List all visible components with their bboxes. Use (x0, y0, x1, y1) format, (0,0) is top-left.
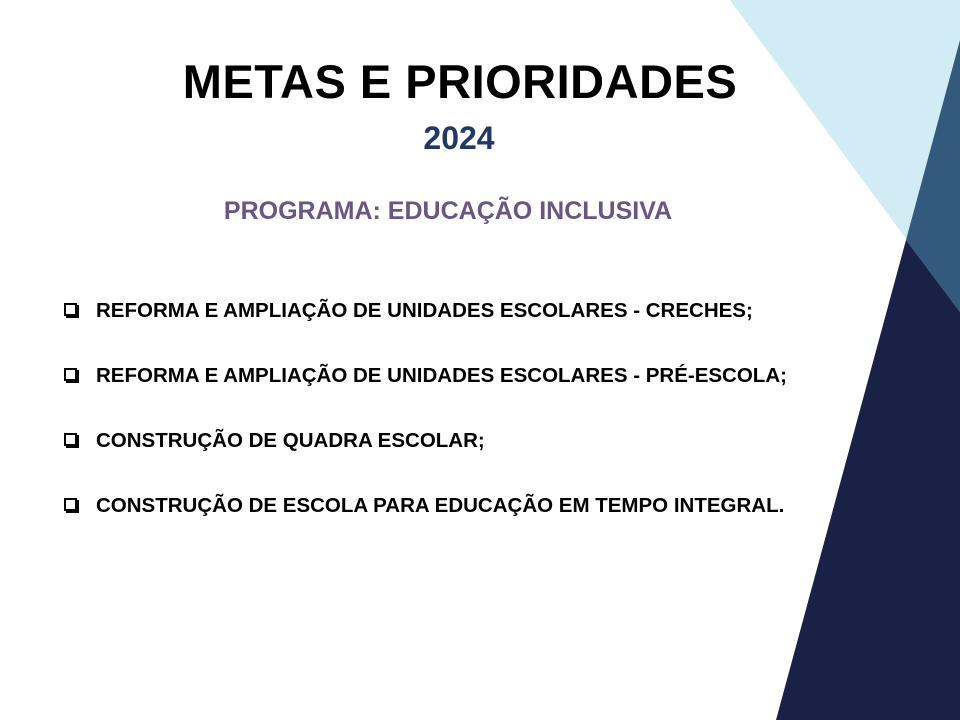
slide-title: METAS E PRIORIDADES (182, 55, 738, 108)
program-subtitle: PROGRAMA: EDUCAÇÃO INCLUSIVA (223, 197, 673, 225)
list-item-text: REFORMA E AMPLIAÇÃO DE UNIDADES ESCOLARES - PRÉ-ESCOLA; (96, 364, 787, 387)
slide-year: 2024 (423, 120, 495, 156)
checkbox-icon (64, 433, 77, 446)
checkbox-icon (64, 303, 77, 316)
checkbox-icon (64, 368, 77, 381)
list-item-text: REFORMA E AMPLIAÇÃO DE UNIDADES ESCOLARES - CRECHES; (96, 299, 753, 322)
checkbox-icon (64, 498, 77, 511)
list-item (64, 295, 844, 327)
priority-list (64, 295, 844, 555)
list-item (64, 360, 844, 392)
list-item-text: CONSTRUÇÃO DE QUADRA ESCOLAR; (96, 429, 485, 452)
list-item (64, 425, 844, 457)
list-item (64, 490, 844, 522)
list-item-text: CONSTRUÇÃO DE ESCOLA PARA EDUCAÇÃO EM TEMPO INTEGRAL. (96, 494, 785, 517)
